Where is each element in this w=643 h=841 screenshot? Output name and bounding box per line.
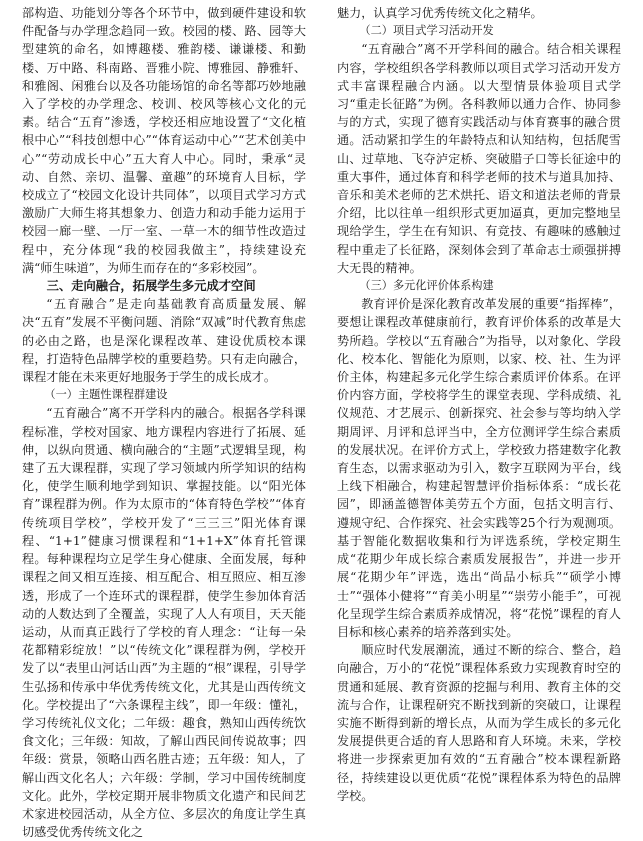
paragraph-3-1: “五育融合”离不开学科内的融合。根据各学科课程标准，学校对国家、地方课程内容进行了拓展、延伸，以纵向贯通、横向融合的“主题”式逻辑呈现，构建了五大课程群，实现了学习领域内所学知识的结构化，使学生顺利地学到知识、掌握技能。以“阳光体育”课程群为例。作为太原市的“体育特色学校”“体育传统项目学校”，学校开发了“三三三”阳光体育课程、“1+1”健康习惯课程和“1+1+X”体育托管课程。每种课程均立足学生身心健康、全面发展，每种课程之间又相互连接、相互配合、相互照应、相互渗透，形成了一个连环式的课程群，使学生参加体育活动的人数达到了全覆盖，实现了人人有项目，天天能运动，从而真正践行了学校的育人理念：“让每一朵花都精彩绽放！”以“传统文化”课程群为例，学校开发了以“表里山河话山西”为主题的“根”课程，引导学生弘扬和传承中华优秀传统文化，尤其是山西传统文化。学校提出了“六条课程主线”，即一年级：懂礼，学习传统礼仪文化；二年级：趣食，熟知山西传统饮食文化；三年级：知故，了解山西民间传说故事；四年级：赏景，领略山西名胜古迹；五年级：知人，了解山西文化名人；六年级：学制，学习中国传统制度文化。此外，学校定期开展非物质文化遗产和民间艺术家进校园活动，从全方位、多层次的角度让学生真切感受优秀传统文化之 [22, 406, 306, 840]
subheading-3-2: （二）项目式学习活动开发 [359, 24, 494, 38]
right-column [337, 4, 621, 805]
paragraph-section-3: “五育融合”是走向基础教育高质量发展、解决“五育”发展不平衡问题、消除“双减”时代教育焦虑的必由之路，也是深化课程改革、建设优质校本课程，打造特色品牌学校的重要趋势。只有走向融合，课程才能在未来更好地服务于学生的成长成才。 [22, 297, 306, 385]
subheading-3-1: （一）主题性课程群建设 [44, 388, 168, 402]
section-heading-3: 三、走向融合，拓展学生多元成才空间 [46, 278, 256, 294]
paragraph-intro: 部构造、功能划分等各个环节中，做到硬件建设和软件配备与办学理念趋同一致。校园的楼、路、园等大型建筑的命名，如博趣楼、雅韵楼、谦谦楼、和勤楼、万中路、科南路、晋雅小院、博雅园、静雅轩、和雅阁、闲雅台以及各功能场馆的命名等都巧妙地融入了学校的办学理念、校训、校风等核心文化的元素。结合“五育”渗透，学校还相应地设置了“文化植根中心”“科技创想中心”“体育运动中心”“艺术创美中心”“劳动成长中心”五大育人中心。同时，秉承“灵动、自然、亲切、温馨、童趣”的环境育人目标，学校成立了“校园文化设计共同体”，以项目式学习方式激励广大师生将其想象力、创造力和动手能力运用于校园一廊一壁、一厅一室、一草一木的细节性改造过程中，充分体现“我的校园我做主”，持续建设充满“师生味道”，为师生而存在的“多彩校园”。 [22, 6, 306, 275]
left-column [22, 4, 306, 841]
paragraph-3-3: 教育评价是深化教育改革发展的重要“指挥棒”，要想让课程改革健康前行，教育评价体系的改革是大势所趋。学校以“五育融合”为指导，以对象化、学段化、校本化、智能化为原则，以家、校、社、生为评价主体，构建起多元化学生综合素质评价体系。在评价内容方面，学校将学生的课堂表现、学科成绩、礼仪规范、才艺展示、创新探究、社会参与等均纳入学期周评、月评和总评当中，全方位测评学生综合素质的发展状况。在评价方式上，学校致力搭建数字化教育生态，以需求驱动为引入，数字互联网为平台，线上线下相融合，构建起智慧评价指标体系：“成长花园”，即涵盖德智体美劳五个方面，包括文明言行、遵规守纪、合作探究、社会实践等25个行为观测项。基于智能化数据收集和行为评选系统，学校定期生成“花期少年成长综合素质发展报告”，并进一步开展“花期少年”评选，选出“尚品小标兵”“硕学小博士”“强体小健将”“育美小明星”“崇劳小能手”，可视化呈现学生综合素质养成情况，将“花悦”课程的育人目标和核心素养的培养落到实处。 [337, 297, 621, 639]
subheading-3-3: （三）多元化评价体系构建 [359, 279, 494, 293]
paragraph-continued: 魅力，认真学习优秀传统文化之精华。 [337, 6, 543, 20]
paragraph-3-2: “五育融合”离不开学科间的融合。结合相关课程内容，学校组织各学科教师以项目式学习活动开发方式丰富课程融合内涵。以大型情景体验项目式学习“重走长征路”为例。各科教师以通力合作、协同参与的方式，实现了德育实践活动与体育赛事的融合贯通。活动紧扣学生的年龄特点和认知结构，包括爬雪山、过草地、飞夺泸定桥、突破腊子口等长征途中的重大事件，通过体育和科学老师的技术与道具加持、音乐和美术老师的艺术烘托、语文和道法老师的背景介绍，比以往单一组织形式更加逼真，更加完整地呈现给学生，学生在有知识、有竞技、有趣味的感触过程中重走了长征路，深刻体会到了革命志士顽强拼搏大无畏的精神。 [337, 42, 621, 275]
paragraph-conclusion: 顺应时代发展潮流，通过不断的综合、整合，趋向融合，万小的“花悦”课程体系致力实现教育时空的贯通和延展、教育资源的挖掘与利用、教育主体的交流与合作，让课程研究不断找到新的突破口，让课程实施不断得到新的增长点，从而为学生成长的多元化发展提供更合适的育人思路和育人环境。未来，学校将进一步探索更加有效的“五育融合”校本课程新路径，持续建设以更优质“花悦”课程体系为特色的品牌学校。 [337, 643, 621, 803]
